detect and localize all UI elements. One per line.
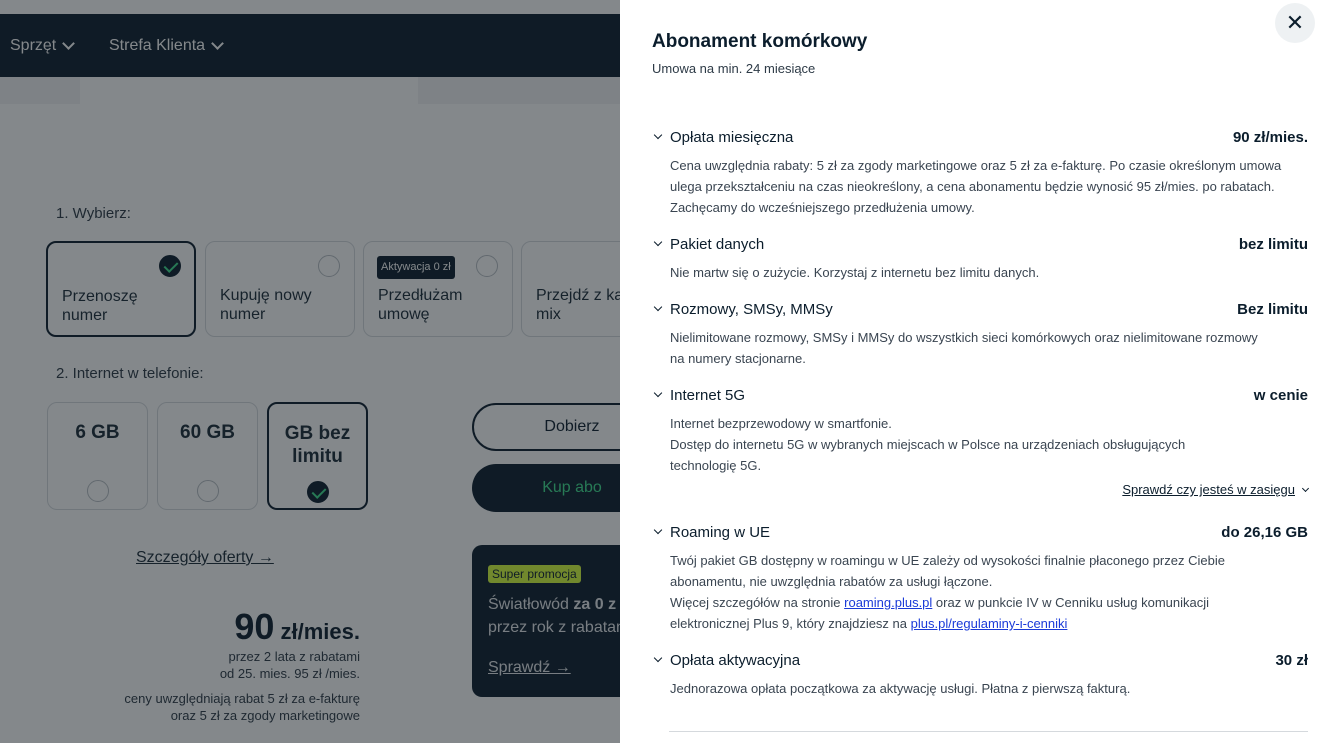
- section-value: w cenie: [1253, 387, 1308, 404]
- section-header[interactable]: [652, 386, 1308, 406]
- section-rozmowy-sms-mms: [652, 300, 1308, 369]
- section-body: Nie martw się o zużycie. Korzystaj z internetu bez limitu danych.: [670, 265, 1040, 280]
- close-button[interactable]: [1275, 3, 1315, 43]
- section-header[interactable]: [652, 651, 1308, 671]
- section-body-line: Twój pakiet GB dostępny w roamingu w UE zależy od wysokości finalnie płaconego przez Ciebie abonamentu, nie uwzględnia rabatów za usługi łączone.: [670, 553, 1225, 589]
- section-value: 30 zł: [1275, 652, 1308, 669]
- modal-backdrop[interactable]: [0, 0, 620, 743]
- offer-details-drawer: [620, 0, 1321, 743]
- coverage-check-label: Sprawdź czy jesteś w zasięgu: [1122, 482, 1295, 497]
- regulations-link[interactable]: plus.pl/regulaminy-i-cenniki: [910, 616, 1068, 631]
- close-icon: ✕: [1285, 10, 1305, 35]
- section-header[interactable]: [652, 523, 1308, 543]
- chevron-down-icon: [654, 131, 662, 139]
- section-body-text: Więcej szczegółów na stronie: [670, 595, 845, 610]
- chevron-down-icon: [654, 526, 662, 534]
- section-body: Cena uwzględnia rabaty: 5 zł za zgody marketingowe oraz 5 zł za e-fakturę. Po czasie określonym umowa ulega przekształceniu na czas nieokreślony, a cena abonamentu będzie wynosić 95 zł/mies. po rabatach. Zachęcamy do wcześniejszego przedłużenia umowy.: [670, 158, 1282, 215]
- section-body: [670, 413, 1308, 476]
- section-title: Opłata miesięczna: [670, 129, 794, 146]
- section-title: Opłata aktywacyjna: [670, 652, 801, 669]
- roaming-link[interactable]: roaming.plus.pl: [844, 595, 933, 610]
- section-value: Bez limitu: [1237, 301, 1308, 318]
- section-title: Pakiet danych: [670, 236, 765, 253]
- section-value: do 26,16 GB: [1221, 524, 1308, 541]
- chevron-down-icon: [654, 654, 662, 662]
- section-body: Nielimitowane rozmowy, SMSy i MMSy do wszystkich sieci komórkowych oraz nielimitowane rozmowy na numery stacjonarne.: [670, 330, 1258, 366]
- section-pakiet-danych: [652, 235, 1308, 283]
- section-body: Jednorazowa opłata początkowa za aktywację usługi. Płatna z pierwszą fakturą.: [670, 681, 1131, 696]
- divider: [669, 731, 1308, 732]
- chevron-down-icon: [1302, 485, 1309, 492]
- section-title: Internet 5G: [670, 387, 746, 404]
- chevron-down-icon: [654, 389, 662, 397]
- section-title: Rozmowy, SMSy, MMSy: [670, 301, 833, 318]
- section-value: bez limitu: [1238, 236, 1308, 253]
- chevron-down-icon: [654, 303, 662, 311]
- drawer-subtitle: Umowa na min. 24 miesiące: [652, 61, 816, 76]
- section-header[interactable]: [652, 128, 1308, 148]
- section-body: [670, 550, 1308, 634]
- section-body-line: Internet bezprzewodowy w smartfonie.: [670, 416, 892, 431]
- coverage-check-link[interactable]: [652, 480, 1308, 500]
- section-roaming-ue: [652, 523, 1308, 634]
- section-header[interactable]: [652, 300, 1308, 320]
- drawer-title: Abonament komórkowy: [652, 31, 868, 52]
- section-body-line: Dostęp do internetu 5G w wybranych miejscach w Polsce na urządzeniach obsługujących technologię 5G.: [670, 437, 1186, 473]
- section-header[interactable]: [652, 235, 1308, 255]
- section-title: Roaming w UE: [670, 524, 771, 541]
- section-oplata-aktywacyjna: [652, 651, 1308, 699]
- section-body-line: [670, 592, 1288, 634]
- chevron-down-icon: [654, 238, 662, 246]
- section-internet-5g: [652, 386, 1308, 500]
- section-oplata-miesieczna: [652, 128, 1308, 218]
- section-value: 90 zł/mies.: [1232, 129, 1308, 146]
- section-body-text: oraz w punkcie IV w Cenniku usług komunikacji elektronicznej Plus 9, który znajdziesz na: [670, 595, 1210, 631]
